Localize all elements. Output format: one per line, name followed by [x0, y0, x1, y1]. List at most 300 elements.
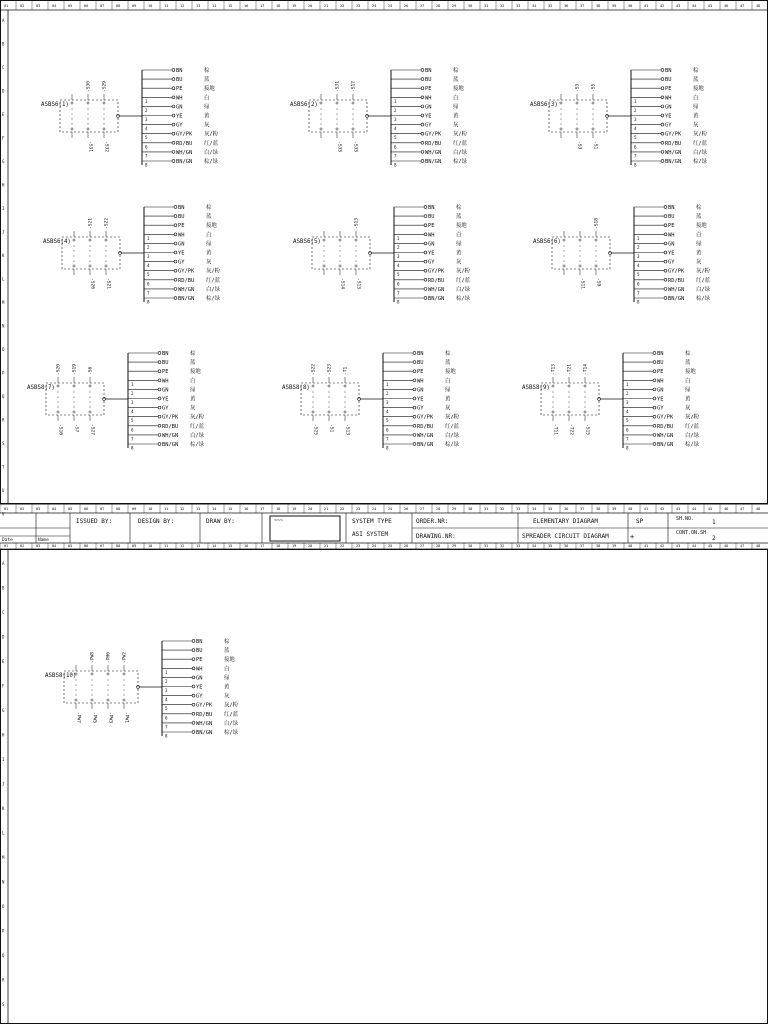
- ruler-col-label: 16: [244, 4, 249, 8]
- wire-number: 7: [386, 436, 389, 442]
- ruler-col-label: 05: [68, 4, 73, 8]
- wire-number: 2: [147, 244, 150, 250]
- wire-color-name: 棕: [445, 351, 451, 357]
- contact-dot: [106, 251, 107, 252]
- wire-color-name: 灰/粉: [453, 131, 468, 138]
- ruler-col-label: 09: [132, 544, 137, 548]
- wire-terminal: [172, 114, 175, 117]
- contact-terminal: [57, 411, 59, 413]
- wire-terminal: [413, 352, 416, 355]
- wire-terminal: [192, 685, 195, 688]
- wire-terminal: [421, 141, 424, 144]
- ruler-col-label: 16: [244, 544, 249, 548]
- wire-code: WH: [665, 95, 672, 102]
- wire-terminal: [174, 251, 177, 254]
- wire-code: YE: [665, 113, 672, 120]
- wire-code: GN: [417, 387, 424, 394]
- wire-code: BU: [657, 360, 664, 367]
- ruler-row-label: N: [2, 879, 5, 885]
- ruler-col-label: 29: [452, 544, 457, 548]
- wire-color-name: 绿: [190, 387, 196, 394]
- wire-code: PE: [176, 86, 183, 93]
- wire-terminal: [172, 69, 175, 72]
- ruler-col-label: 20: [308, 4, 313, 8]
- ruler-col-label: 09: [132, 4, 137, 8]
- contact-dot: [561, 114, 562, 115]
- contact-dot: [580, 256, 581, 257]
- contact-terminal: [584, 411, 586, 413]
- drawing-nr-label: DRAWING.NR:: [416, 533, 456, 540]
- ruler-col-label: 45: [708, 4, 713, 8]
- diagram-subtitle: SPREADER CIRCUIT DIAGRAM: [522, 533, 609, 540]
- ruler-row-label: F: [2, 135, 5, 141]
- switch-group: [43, 203, 221, 305]
- wire-color-name: 白: [445, 378, 451, 385]
- wire-color-name: 白/绿: [685, 432, 700, 439]
- wire-color-name: 棕: [204, 68, 210, 74]
- wire-color-name: 绿: [445, 387, 451, 394]
- wire-terminal: [421, 78, 424, 81]
- ruler-col-label: 27: [420, 544, 425, 548]
- wire-number: 5: [165, 706, 168, 712]
- wire-terminal: [192, 676, 195, 679]
- wire-number: 1: [394, 98, 397, 104]
- contact-terminal: [91, 699, 93, 701]
- ruler-col-label: 22: [340, 507, 345, 511]
- ruler-col-label: 23: [356, 507, 361, 511]
- ruler-row-label: M: [2, 855, 5, 860]
- wire-terminal: [158, 434, 161, 437]
- switch-tag-top: -PW8: [90, 651, 96, 663]
- contact-dot: [74, 407, 75, 408]
- contact-dot: [593, 124, 594, 125]
- ruler-row-label: G: [2, 708, 5, 713]
- contact-dot: [324, 246, 325, 247]
- wire-terminal: [653, 352, 656, 355]
- switch-group: [282, 349, 460, 451]
- contact-dot: [72, 119, 73, 120]
- ruler-col-label: 21: [324, 4, 329, 8]
- ruler-col-label: 39: [612, 507, 617, 511]
- ruler-col-label: 27: [420, 4, 425, 8]
- wire-terminal: [174, 242, 177, 245]
- ruler-row-label: D: [2, 88, 5, 94]
- wire-terminal: [661, 69, 664, 72]
- wire-terminal: [661, 151, 664, 154]
- contact-dot: [58, 407, 59, 408]
- contact-terminal: [75, 699, 77, 701]
- wire-color-name: 灰/粉: [693, 131, 708, 138]
- wire-terminal: [424, 251, 427, 254]
- wire-number: 8: [634, 162, 637, 168]
- ruler-col-label: 32: [500, 4, 505, 8]
- wire-number: 2: [626, 390, 629, 396]
- wire-color-name: 白: [693, 95, 699, 102]
- contact-terminal: [89, 411, 91, 413]
- wire-number: 8: [131, 445, 134, 451]
- contact-dot: [90, 407, 91, 408]
- wire-code: WH: [196, 666, 203, 673]
- ruler-col-label: 42: [660, 507, 665, 511]
- contact-terminal: [336, 102, 338, 104]
- wire-number: 4: [386, 409, 389, 415]
- wire-terminal: [664, 224, 667, 227]
- switch-tag-top: -S23: [327, 363, 333, 375]
- wire-number: 6: [394, 144, 397, 150]
- wire-color-name: 灰: [453, 122, 459, 129]
- ruler-col-label: 21: [324, 544, 329, 548]
- ruler-col-label: 01: [4, 507, 9, 511]
- wire-terminal: [661, 96, 664, 99]
- wire-terminal: [174, 233, 177, 236]
- switch-tag-top: -S3: [575, 83, 581, 92]
- wire-number: 8: [386, 445, 389, 451]
- wire-number: 3: [145, 117, 148, 122]
- contact-dot: [561, 119, 562, 120]
- wire-number: 3: [147, 254, 150, 259]
- switch-tag-top: -T14: [583, 363, 589, 375]
- wire-code: BN: [178, 205, 185, 211]
- wire-code: GN: [425, 104, 432, 111]
- ruler-col-label: 24: [372, 4, 377, 8]
- wire-color-name: 白: [204, 95, 210, 102]
- switch-tag-top: -S31: [335, 80, 341, 92]
- wire-color-name: 白: [224, 666, 230, 673]
- wire-number: 1: [637, 235, 640, 241]
- wire-color-name: 接地: [445, 369, 456, 376]
- ruler-row-label: D: [2, 634, 5, 640]
- ruler-col-label: 40: [628, 4, 633, 8]
- ruler-col-label: 36: [564, 507, 569, 511]
- wire-color-name: 接地: [456, 223, 467, 230]
- contact-terminal: [355, 265, 357, 267]
- wire-code: BN/GN: [665, 159, 682, 165]
- contact-dot: [585, 407, 586, 408]
- ruler-col-label: 25: [388, 4, 393, 8]
- switch-tag-top: -T1: [343, 366, 349, 375]
- wire-code: RD/BU: [176, 140, 193, 147]
- ruler-row-label: H: [2, 182, 5, 188]
- wire-terminal: [664, 260, 667, 263]
- ruler-col-label: 04: [52, 544, 57, 548]
- wire-number: 7: [637, 290, 640, 296]
- wire-color-name: 棕: [206, 205, 212, 211]
- ruler-col-label: 06: [84, 544, 89, 548]
- ruler-row-label: L: [2, 830, 5, 836]
- switch-tag-top: -PW2: [122, 651, 128, 663]
- wire-code: BU: [417, 360, 424, 367]
- contact-dot: [353, 109, 354, 110]
- wire-code: BU: [668, 214, 675, 221]
- wire-number: 3: [394, 117, 397, 122]
- wire-color-name: 蓝: [204, 77, 210, 84]
- wire-terminal: [424, 215, 427, 218]
- contact-dot: [569, 402, 570, 403]
- switch-tag-top: -S5: [591, 83, 597, 92]
- wire-color-name: 蓝: [224, 648, 230, 655]
- ruler-col-label: 30: [468, 507, 473, 511]
- ruler-col-label: 39: [612, 4, 617, 8]
- contact-dot: [561, 124, 562, 125]
- ruler-col-label: 38: [596, 507, 601, 511]
- ruler-col-label: 07: [100, 4, 105, 8]
- ruler-col-label: 26: [404, 507, 409, 511]
- ruler-col-label: 12: [180, 544, 185, 548]
- wire-terminal: [413, 361, 416, 364]
- contact-dot: [74, 256, 75, 257]
- wire-code: GY: [162, 405, 169, 412]
- ruler-col-label: 35: [548, 4, 553, 8]
- ruler-col-label: 43: [676, 507, 681, 511]
- wire-color-name: 白/绿: [693, 149, 708, 156]
- box-label: ASBS8(10): [45, 673, 77, 679]
- wire-color-name: 接地: [453, 86, 464, 93]
- contact-dot: [324, 261, 325, 262]
- sheet-no-label: SH.NO.: [676, 516, 695, 522]
- wire-color-name: 灰: [206, 259, 212, 266]
- ruler-row-label: M: [2, 300, 5, 305]
- wire-code: GN: [668, 241, 675, 248]
- wire-code: GY/PK: [665, 131, 682, 138]
- ruler-col-label: 01: [4, 544, 9, 548]
- contact-dot: [340, 261, 341, 262]
- wire-terminal: [664, 278, 667, 281]
- wire-number: 3: [637, 254, 640, 259]
- ruler-col-label: 24: [372, 507, 377, 511]
- ruler-col-label: 40: [628, 507, 633, 511]
- wire-terminal: [664, 269, 667, 272]
- wire-color-name: 灰/粉: [224, 702, 239, 709]
- wire-terminal: [664, 206, 667, 209]
- ruler-col-label: 38: [596, 4, 601, 8]
- wire-number: 5: [394, 135, 397, 141]
- wire-color-name: 黄: [190, 396, 196, 403]
- ruler-col-label: 08: [116, 4, 121, 8]
- contact-terminal: [320, 102, 322, 104]
- contact-dot: [72, 109, 73, 110]
- wire-code: WH: [428, 232, 435, 239]
- wire-terminal: [424, 278, 427, 281]
- contact-dot: [593, 109, 594, 110]
- wire-color-name: 接地: [224, 657, 235, 664]
- wire-color-name: 白: [456, 232, 462, 239]
- wire-code: YE: [178, 250, 185, 257]
- wire-color-name: 接地: [696, 223, 707, 230]
- wire-color-name: 蓝: [206, 214, 212, 221]
- ruler-col-label: 34: [532, 4, 537, 8]
- contact-dot: [353, 114, 354, 115]
- ruler-col-label: 11: [164, 544, 169, 548]
- switch-tag-bottom: -T22: [568, 424, 574, 436]
- contact-terminal: [352, 102, 354, 104]
- switch-tag-bottom: -S1: [328, 424, 334, 433]
- wire-color-name: 蓝: [685, 360, 691, 367]
- switch-tag-top: -S29: [102, 80, 108, 92]
- wire-number: 3: [165, 688, 168, 693]
- wire-color-name: 白/绿: [206, 286, 221, 293]
- switch-tag-bottom: -S31: [87, 141, 93, 153]
- ruler-row-label: I: [2, 206, 5, 211]
- contact-terminal: [560, 102, 562, 104]
- ruler-row-label: A: [2, 18, 5, 23]
- contact-dot: [74, 397, 75, 398]
- wire-code: GY/PK: [668, 268, 685, 275]
- switch-tag-bottom: -S32: [103, 141, 109, 153]
- wire-number: 3: [634, 117, 637, 122]
- contact-dot: [313, 407, 314, 408]
- ruler-col-label: 29: [452, 507, 457, 511]
- wire-code: PE: [665, 86, 672, 93]
- switch-tag-bottom: -S14: [339, 278, 345, 290]
- ruler-col-label: 19: [292, 507, 297, 511]
- contact-terminal: [89, 265, 91, 267]
- ruler-row-label: R: [2, 977, 5, 983]
- ruler-col-label: 17: [260, 507, 265, 511]
- wire-color-name: 接地: [190, 369, 201, 376]
- ruler-col-label: 47: [740, 544, 745, 548]
- wire-terminal: [192, 649, 195, 652]
- contact-dot: [580, 251, 581, 252]
- wire-code: YE: [425, 113, 432, 120]
- box-label: ASBS6(3): [530, 102, 558, 108]
- wire-code: GY: [417, 405, 424, 412]
- wire-terminal: [413, 415, 416, 418]
- wire-color-name: 绿: [224, 675, 230, 682]
- wire-color-name: 灰/粉: [206, 268, 221, 275]
- wire-terminal: [158, 397, 161, 400]
- contact-dot: [345, 402, 346, 403]
- contact-dot: [340, 246, 341, 247]
- contact-terminal: [352, 128, 354, 130]
- contact-terminal: [73, 385, 75, 387]
- wire-color-name: 灰/粉: [685, 414, 700, 421]
- wire-terminal: [172, 141, 175, 144]
- wire-color-name: 棕: [224, 639, 230, 645]
- box-label: ASBS6(4): [43, 239, 71, 245]
- ruler-col-label: 10: [148, 4, 153, 8]
- wire-color-name: 红/蓝: [693, 140, 708, 147]
- wire-color-name: 接地: [685, 369, 696, 376]
- wire-color-name: 红/蓝: [190, 423, 205, 430]
- ruler-row-label: T: [2, 464, 5, 470]
- wire-code: BN: [176, 68, 183, 74]
- ruler-col-label: 28: [436, 4, 441, 8]
- wire-terminal: [158, 443, 161, 446]
- box-label: ASBS6(1): [41, 102, 69, 108]
- contact-dot: [88, 109, 89, 110]
- switch-tag-top: -S30: [86, 80, 92, 92]
- wire-number: 8: [626, 445, 629, 451]
- contact-terminal: [105, 239, 107, 241]
- wire-code: YE: [196, 684, 203, 691]
- wire-terminal: [174, 260, 177, 263]
- ruler-col-label: 11: [164, 507, 169, 511]
- wire-terminal: [653, 443, 656, 446]
- wire-color-name: 白/绿: [190, 432, 205, 439]
- wire-color-name: 红/蓝: [224, 711, 239, 718]
- wire-number: 7: [165, 724, 168, 730]
- contact-dot: [596, 261, 597, 262]
- ruler-col-label: 12: [180, 4, 185, 8]
- wire-terminal: [172, 151, 175, 154]
- contact-dot: [356, 256, 357, 257]
- contact-terminal: [123, 699, 125, 701]
- ruler-col-label: 17: [260, 4, 265, 8]
- contact-terminal: [73, 411, 75, 413]
- contact-terminal: [312, 385, 314, 387]
- contact-dot: [74, 261, 75, 262]
- wire-color-name: 白: [206, 232, 212, 239]
- ruler-col-label: 27: [420, 507, 425, 511]
- ruler-col-label: 10: [148, 507, 153, 511]
- order-nr-label: ORDER.NR:: [416, 518, 449, 525]
- sheet-border-top: [1, 1, 768, 504]
- wire-code: GN: [665, 104, 672, 111]
- wire-terminal: [192, 712, 195, 715]
- wire-number: 5: [131, 418, 134, 424]
- ruler-col-label: 13: [196, 4, 201, 8]
- contact-dot: [90, 251, 91, 252]
- switch-tag-bottom: -S27: [89, 424, 95, 436]
- wire-number: 7: [397, 290, 400, 296]
- contact-terminal: [323, 239, 325, 241]
- wire-color-name: 蓝: [190, 360, 196, 367]
- contact-dot: [324, 251, 325, 252]
- draw-by-label: DRAW BY:: [206, 518, 235, 525]
- contact-terminal: [339, 239, 341, 241]
- wire-code: BU: [428, 214, 435, 221]
- wire-color-name: 绿: [206, 241, 212, 248]
- contact-terminal: [328, 411, 330, 413]
- ruler-col-label: 10: [148, 544, 153, 548]
- ruler-col-label: 13: [196, 544, 201, 548]
- wire-number: 4: [397, 263, 400, 269]
- ruler-col-label: 28: [436, 507, 441, 511]
- ruler-col-label: 16: [244, 507, 249, 511]
- wire-color-name: 黄: [204, 113, 210, 120]
- wire-terminal: [424, 269, 427, 272]
- ruler-col-label: 03: [36, 4, 41, 8]
- plus-label: +: [630, 533, 635, 541]
- wire-color-name: 红/蓝: [204, 140, 219, 147]
- wire-color-name: 红/蓝: [685, 423, 700, 430]
- ruler-col-label: 04: [52, 4, 57, 8]
- wire-terminal: [158, 406, 161, 409]
- wire-code: WH/GN: [657, 432, 674, 439]
- wire-number: 8: [394, 162, 397, 168]
- ruler-col-label: 28: [436, 544, 441, 548]
- switch-tag-bottom: -S25: [312, 424, 318, 436]
- wire-terminal: [421, 114, 424, 117]
- wire-color-name: 白: [190, 378, 196, 385]
- switch-group: [290, 66, 468, 168]
- wire-terminal: [172, 96, 175, 99]
- wire-color-name: 白: [696, 232, 702, 239]
- contact-terminal: [123, 673, 125, 675]
- contact-dot: [90, 392, 91, 393]
- wire-terminal: [653, 397, 656, 400]
- wire-number: 2: [394, 107, 397, 113]
- contact-dot: [329, 402, 330, 403]
- contact-dot: [72, 124, 73, 125]
- wire-code: BU: [665, 77, 672, 84]
- contact-dot: [321, 114, 322, 115]
- wire-code: RD/BU: [668, 277, 685, 284]
- ruler-col-label: 41: [644, 507, 649, 511]
- contact-dot: [596, 256, 597, 257]
- contact-terminal: [568, 411, 570, 413]
- ruler-col-label: 20: [308, 507, 313, 511]
